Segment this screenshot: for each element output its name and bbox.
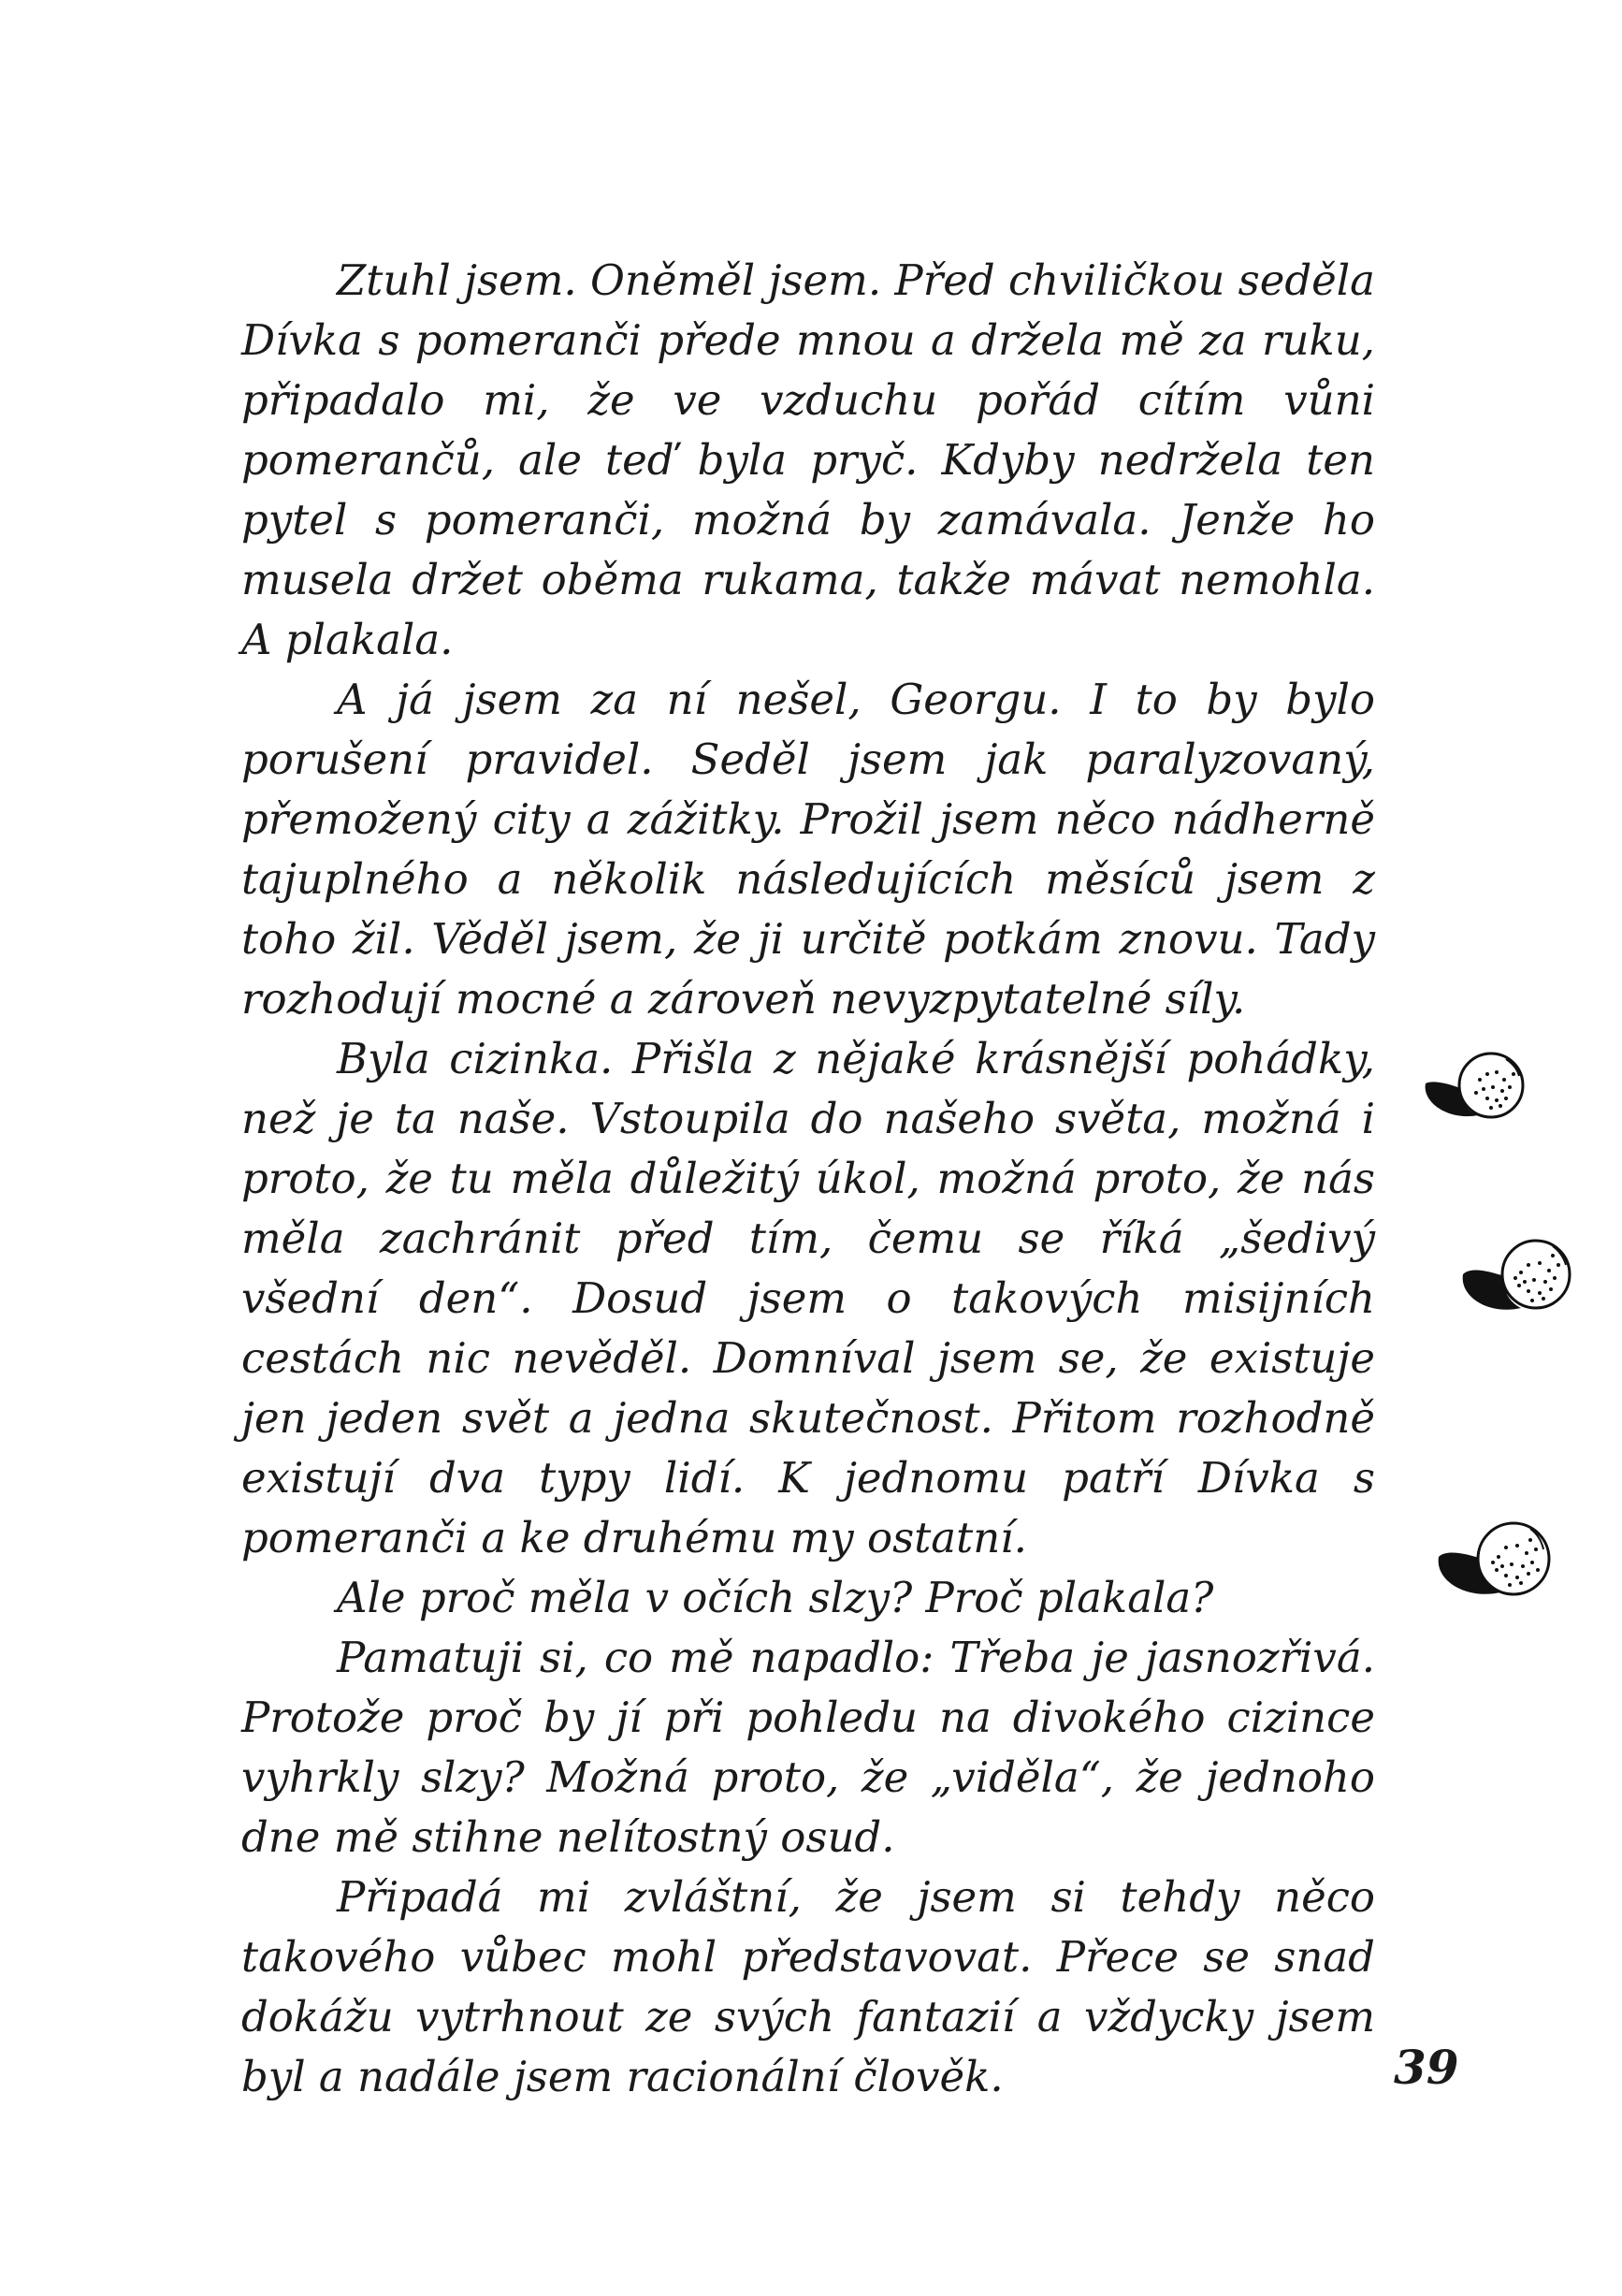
paragraph-1: Ztuhl jsem. Oněměl jsem. Před chviličkou seděla Dívka s pomeranči přede mnou a držela mě za ruku, připadalo mi, že ve vzduchu pořád cítím vůni pomerančů, ale teď byla pryč. Kdyby nedržela ten pytel s pomeranči, možná by zamávala. Jenže ho musela držet oběma rukama, takže mávat nemohla. A plakala. bbox=[241, 255, 1375, 664]
orange-icon bbox=[1459, 1235, 1581, 1329]
paragraph-6: Připadá mi zvláštní, že jsem si tehdy něco takového vůbec mohl představovat. Přece se snad dokážu vytrhnout ze svých fantazií a vždycky jsem byl a nadále jsem racionální člověk. bbox=[241, 1872, 1375, 2101]
page-number: 39 bbox=[1394, 2040, 1459, 2095]
orange-icon bbox=[1420, 1046, 1532, 1138]
paragraph-2: A já jsem za ní nešel, Georgu. I to by bylo porušení pravidel. Seděl jsem jak paralyzovaný, přemožený city a zážitky. Prožil jsem něco nádherně tajuplného a několik následujících měsíců jsem z toho žil. Věděl jsem, že ji určitě potkám znovu. Tady rozhodují mocné a zároveň nevyzpytatelné síly. bbox=[241, 675, 1375, 1024]
paragraph-4: Ale proč měla v očích slzy? Proč plakala? bbox=[337, 1573, 1214, 1622]
body-text bbox=[241, 251, 1375, 2107]
paragraph-3: Byla cizinka. Přišla z nějaké krásnější pohádky, než je ta naše. Vstoupila do našeho světa, možná i proto, že tu měla důležitý úkol, možná proto, že nás měla zachránit před tím, čemu se říká „šedivý všední den“. Dosud jsem o takových misijních cestách nic nevěděl. Domníval jsem se, že existuje jen jeden svět a jedna skutečnost. Přitom rozhodně existují dva typy lidí. K jednomu patří Dívka s pomeranči a ke druhému my ostatní. bbox=[241, 1034, 1375, 1562]
orange-icon bbox=[1435, 1516, 1557, 1615]
paragraph-5: Pamatuji si, co mě napadlo: Třeba je jasnozřivá. Protože proč by jí při pohledu na divokého cizince vyhrkly slzy? Možná proto, že „viděla“, že jednoho dne mě stihne nelítostný osud. bbox=[241, 1633, 1375, 1862]
